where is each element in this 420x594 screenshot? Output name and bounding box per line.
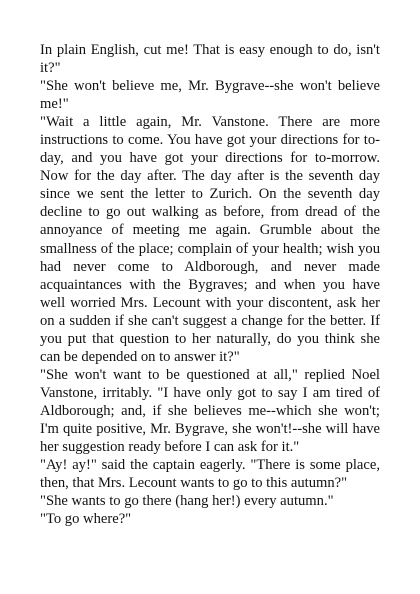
paragraph-1: In plain English, cut me! That is easy enough to do, isn't it?": [40, 42, 380, 77]
paragraph-4: "She won't want to be questioned at all," replied Noel Vanstone, irritably. "I have only got to say I am tired of Aldborough; and, if she believes me--which she won't; I'm quite positive, Mr. Bygrave, she won't!--she will have her suggestion ready before I can ask for it.": [40, 366, 380, 456]
document-page: [40, 41, 380, 528]
paragraph-6: "She wants to go there (hang her!) every autumn.": [40, 493, 334, 510]
paragraph-2: "She won't believe me, Mr. Bygrave--she won't believe me!": [40, 78, 380, 113]
paragraph-7: "To go where?": [40, 511, 132, 528]
paragraph-5: "Ay! ay!" said the captain eagerly. "There is some place, then, that Mrs. Lecount wants to go to this autumn?": [40, 457, 380, 492]
paragraph-3: "Wait a little again, Mr. Vanstone. There are more instructions to come. You have got your directions for to-day, and you have got your directions for to-morrow. Now for the day after. The day after is the seventh day since we sent the letter to Zurich. On the seventh day decline to go out walking as before, from dread of the annoyance of meeting me again. Grumble about the smallness of the place; complain of your health; wish you had never come to Aldborough, and never made acquaintances with the Bygraves; and when you have well worried Mrs. Lecount with your discontent, ask her on a sudden if she can't suggest a change for the better. If you put that question to her naturally, do you think she can be depended on to answer it?": [40, 114, 380, 365]
